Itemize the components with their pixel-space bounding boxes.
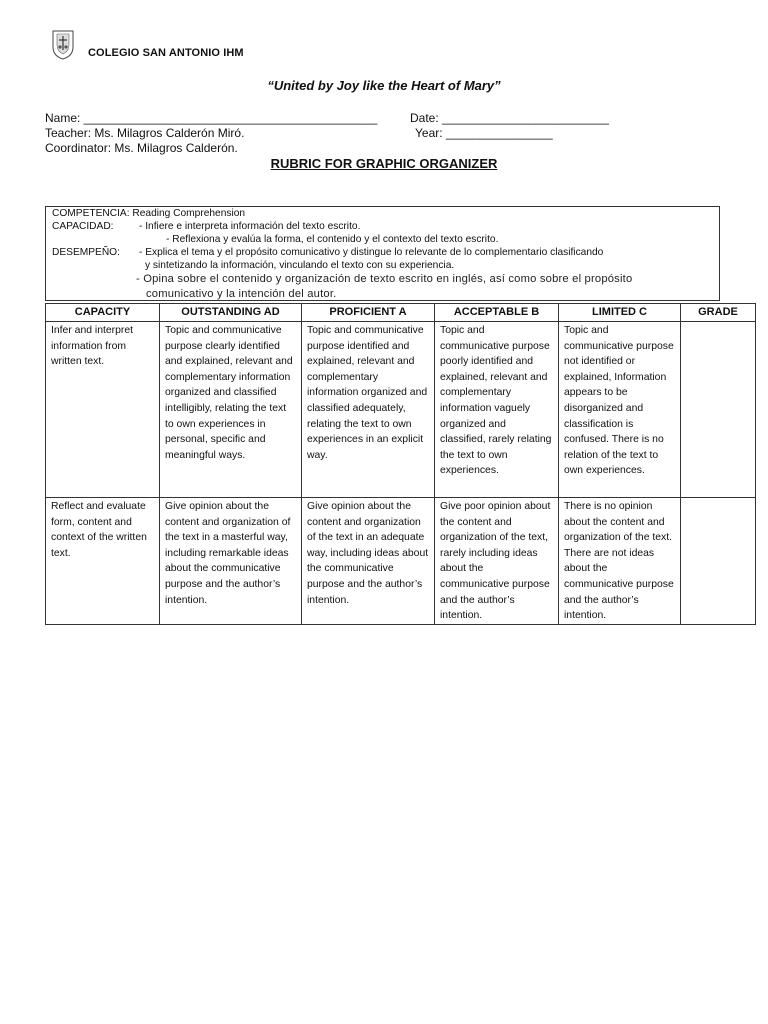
capacidad-item-2: - Reflexiona y evalúa la forma, el contenido y el contexto del texto escrito. xyxy=(166,234,499,245)
column-header-capacity: CAPACITY xyxy=(46,304,160,322)
table-row xyxy=(46,498,756,625)
school-name: COLEGIO SAN ANTONIO IHM xyxy=(88,47,244,59)
header-row xyxy=(46,304,756,322)
year-field[interactable]: Year: ________________ xyxy=(415,126,553,140)
school-crest-logo xyxy=(52,30,74,60)
limited-cell: Topic and communicative purpose not identified or explained, Information appears to be disorganized and classification is confused. There is no relation of the text to own experiences. xyxy=(559,322,681,498)
column-header-proficient: PROFICIENT A xyxy=(302,304,435,322)
proficient-cell: Topic and communicative purpose identified and explained, relevant and complementary information organized and classified adequately, relating the text to own experiences in an explicit way. xyxy=(302,322,435,498)
outstanding-cell: Topic and communicative purpose clearly identified and explained, relevant and complementary information organized and classified intelligibly, relating the text to own experiences in personal, specific and meaningful ways. xyxy=(160,322,302,498)
rubric-table xyxy=(45,303,756,625)
table-row xyxy=(46,322,756,498)
column-header-grade: GRADE xyxy=(681,304,756,322)
grade-cell[interactable] xyxy=(681,322,756,498)
outstanding-cell: Give opinion about the content and organization of the text in a masterful way, including remarkable ideas about the communicative purpose and the author’s intention. xyxy=(160,498,302,625)
capacity-cell: Infer and interpret information from written text. xyxy=(46,322,160,498)
acceptable-cell: Topic and communicative purpose poorly identified and explained, relevant and complementary information vaguely organized and classified, rarely relating the text to own experiences. xyxy=(435,322,559,498)
date-field[interactable]: Date: _________________________ xyxy=(410,111,609,125)
column-header-limited: LIMITED C xyxy=(559,304,681,322)
coordinator-line: Coordinator: Ms. Milagros Calderón. xyxy=(45,141,238,155)
name-field[interactable]: Name: ____________________________________________ xyxy=(45,111,378,125)
limited-cell: There is no opinion about the content and organization of the text. There are not ideas about the communicative purpose and the author’s intention. xyxy=(559,498,681,625)
teacher-line: Teacher: Ms. Milagros Calderón Miró. xyxy=(45,126,245,140)
proficient-cell: Give opinion about the content and organization of the text in an adequate way, including ideas about the communicative purpose and the author’s intention. xyxy=(302,498,435,625)
school-motto: “United by Joy like the Heart of Mary” xyxy=(267,78,501,93)
competency-box xyxy=(45,206,720,301)
desempeno-item-1b: y sintetizando la información, vinculando el texto con su experiencia. xyxy=(145,260,455,271)
capacidad-item-1: - Infiere e interpreta información del texto escrito. xyxy=(139,221,361,232)
rubric-title: RUBRIC FOR GRAPHIC ORGANIZER xyxy=(270,156,498,171)
capacidad-label: CAPACIDAD: xyxy=(52,221,114,232)
column-header-outstanding: OUTSTANDING AD xyxy=(160,304,302,322)
desempeno-item-1a: - Explica el tema y el propósito comunicativo y distingue lo relevante de lo complementario clasificando xyxy=(139,247,604,258)
desempeno-item-2b: comunicativo y la intención del autor. xyxy=(146,288,337,300)
desempeno-item-2a: - Opina sobre el contenido y organización de texto escrito en inglés, así como sobre el propósito xyxy=(136,273,633,285)
column-header-acceptable: ACCEPTABLE B xyxy=(435,304,559,322)
desempeno-label: DESEMPEÑO: xyxy=(52,247,120,258)
grade-cell[interactable] xyxy=(681,498,756,625)
capacity-cell: Reflect and evaluate form, content and context of the written text. xyxy=(46,498,160,625)
competencia-line: COMPETENCIA: Reading Comprehension xyxy=(52,208,246,219)
crest-icon xyxy=(52,30,74,60)
acceptable-cell: Give poor opinion about the content and organization of the text, rarely including ideas about the communicative purpose and the author’s intention. xyxy=(435,498,559,625)
